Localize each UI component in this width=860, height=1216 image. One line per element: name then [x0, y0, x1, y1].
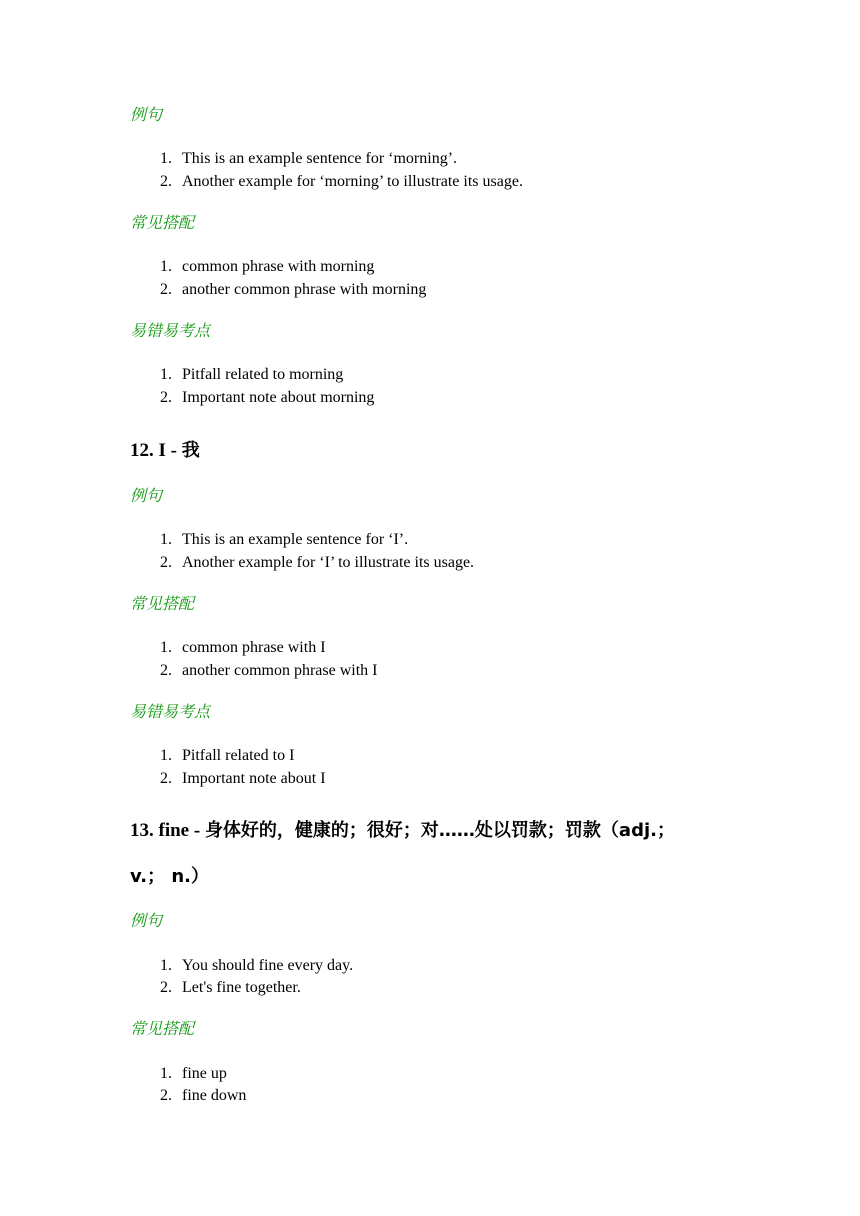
pitfalls-label: 易错易考点	[130, 704, 211, 721]
examples-label: 例句	[130, 107, 163, 124]
pitfalls-label: 易错易考点	[130, 323, 211, 340]
examples-label: 例句	[130, 488, 163, 505]
collocations-label: 常见搭配	[130, 1021, 195, 1038]
collocations-label: 常见搭配	[130, 215, 195, 232]
word-heading: 13. fine - 身体好的，健康的；很好；对……处以罚款；罚款（adj.；	[130, 820, 675, 841]
word-heading: 12. I - 我	[130, 440, 200, 461]
collocations-label: 常见搭配	[130, 596, 195, 613]
examples-label: 例句	[130, 913, 163, 930]
word-heading-continuation: v.； n.）	[130, 866, 210, 887]
